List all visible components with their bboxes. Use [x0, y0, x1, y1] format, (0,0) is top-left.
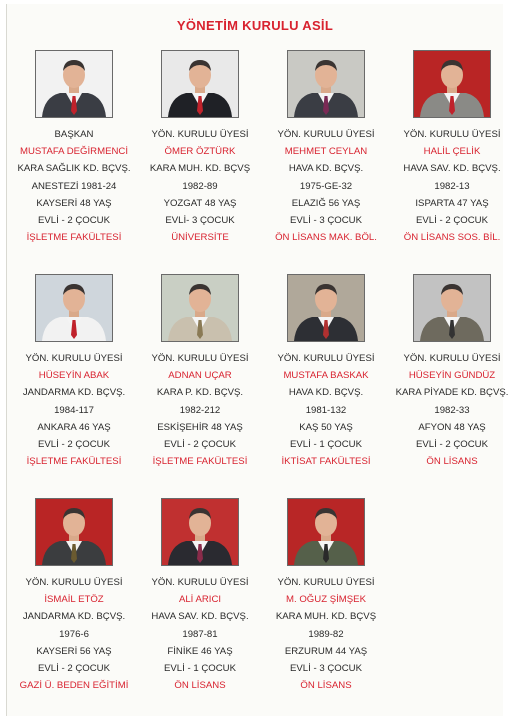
member-name: MUSTAFA BASKAK	[283, 370, 369, 382]
member-role: YÖN. KURULU ÜYESİ	[277, 353, 375, 364]
member-branch: KARA SAĞLIK KD. BÇVŞ.	[17, 163, 131, 175]
member-name: MEHMET CEYLAN	[284, 146, 368, 158]
member-card	[11, 50, 137, 246]
member-photo	[35, 498, 113, 566]
member-branch: JANDARMA KD. BÇVŞ.	[22, 387, 126, 399]
member-education: GAZİ Ü. BEDEN EĞİTİMİ	[19, 680, 129, 692]
member-education: ÖN LİSANS SOS. BİL.	[403, 232, 501, 244]
member-card	[263, 274, 389, 470]
member-education: İKTİSAT FAKÜLTESİ	[281, 456, 371, 468]
member-family: EVLİ - 2 ÇOCUK	[416, 215, 488, 227]
member-hometown-age: AFYON 48 YAŞ	[418, 421, 486, 433]
member-education: ÖN LİSANS	[174, 680, 226, 692]
member-photo	[413, 50, 491, 118]
member-branch: HAVA SAV. KD. BÇVŞ.	[403, 163, 501, 175]
member-term: 1987-81	[182, 628, 218, 640]
member-branch: HAVA KD. BÇVŞ.	[288, 387, 364, 399]
member-role: YÖN. KURULU ÜYESİ	[403, 353, 501, 364]
member-hometown-age: YOZGAT 48 YAŞ	[163, 197, 237, 209]
member-family: EVLİ - 2 ÇOCUK	[38, 439, 110, 451]
member-term: 1981-132	[305, 404, 347, 416]
member-term: 1975-GE-32	[299, 180, 353, 192]
member-name: ÖMER ÖZTÜRK	[164, 146, 236, 158]
member-branch: HAVA KD. BÇVŞ.	[288, 163, 364, 175]
member-family: EVLİ - 1 ÇOCUK	[290, 439, 362, 451]
member-name: HÜSEYİN ABAK	[38, 370, 110, 382]
member-card	[263, 498, 389, 694]
member-family: EVLİ - 2 ÇOCUK	[416, 439, 488, 451]
member-card	[137, 274, 263, 470]
page-title: YÖNETİM KURULU ASİL	[176, 18, 334, 33]
member-education: İŞLETME FAKÜLTESİ	[26, 456, 122, 468]
member-hometown-age: KAYSERİ 48 YAŞ	[36, 197, 112, 209]
member-name: HÜSEYİN GÜNDÜZ	[408, 370, 496, 382]
member-name: İSMAİL ETÖZ	[44, 594, 104, 606]
member-name: ADNAN UÇAR	[168, 370, 232, 382]
member-hometown-age: KAŞ 50 YAŞ	[299, 421, 353, 433]
member-term: 1982-13	[434, 180, 470, 192]
member-education: ÜNİVERSİTE	[171, 232, 229, 244]
member-role: YÖN. KURULU ÜYESİ	[151, 129, 249, 140]
member-role: YÖN. KURULU ÜYESİ	[151, 577, 249, 588]
member-branch: JANDARMA KD. BÇVŞ.	[22, 611, 126, 623]
member-role: YÖN. KURULU ÜYESİ	[151, 353, 249, 364]
member-card	[389, 274, 508, 470]
member-term: 1982-89	[182, 180, 218, 192]
member-card	[11, 498, 137, 694]
member-role: BAŞKAN	[54, 129, 94, 140]
member-name: M. OĞUZ ŞİMŞEK	[286, 594, 366, 606]
member-photo	[287, 498, 365, 566]
member-education: İŞLETME FAKÜLTESİ	[152, 456, 248, 468]
member-hometown-age: ELAZIĞ 56 YAŞ	[291, 197, 361, 209]
member-branch: KARA PİYADE KD. BÇVŞ.	[395, 387, 508, 399]
member-role: YÖN. KURULU ÜYESİ	[277, 577, 375, 588]
member-photo	[35, 274, 113, 342]
member-name: MUSTAFA DEĞİRMENCİ	[19, 146, 129, 158]
member-term: 1989-82	[308, 628, 344, 640]
member-family: EVLİ - 2 ÇOCUK	[38, 663, 110, 675]
member-photo	[161, 274, 239, 342]
member-name: HALİL ÇELİK	[423, 146, 481, 158]
member-term: 1982-33	[434, 404, 470, 416]
member-term: 1976-6	[59, 628, 89, 640]
member-education: İŞLETME FAKÜLTESİ	[26, 232, 122, 244]
member-term: ANESTEZİ 1981-24	[31, 180, 117, 192]
member-photo	[161, 50, 239, 118]
member-family: EVLİ - 2 ÇOCUK	[38, 215, 110, 227]
member-card	[137, 50, 263, 246]
member-education: ÖN LİSANS MAK. BÖL.	[275, 232, 377, 244]
document-page	[6, 4, 508, 716]
member-hometown-age: FİNİKE 46 YAŞ	[167, 645, 233, 657]
member-family: EVLİ- 3 ÇOCUK	[165, 215, 235, 227]
member-education: ÖN LİSANS	[426, 456, 478, 468]
member-hometown-age: ISPARTA 47 YAŞ	[415, 197, 489, 209]
member-hometown-age: ESKİŞEHİR 48 YAŞ	[157, 421, 243, 433]
member-hometown-age: ANKARA 46 YAŞ	[37, 421, 111, 433]
member-card	[389, 50, 508, 246]
member-family: EVLİ - 3 ÇOCUK	[290, 663, 362, 675]
member-card	[263, 50, 389, 246]
member-role: YÖN. KURULU ÜYESİ	[25, 353, 123, 364]
member-education: ÖN LİSANS	[300, 680, 352, 692]
member-branch: KARA MUH. KD. BÇVŞ	[275, 611, 377, 623]
member-term: 1982-212	[179, 404, 221, 416]
member-role: YÖN. KURULU ÜYESİ	[403, 129, 501, 140]
member-role: YÖN. KURULU ÜYESİ	[277, 129, 375, 140]
member-term: 1984-117	[54, 404, 94, 416]
member-card	[11, 274, 137, 470]
member-card	[137, 498, 263, 694]
member-name: ALİ ARICI	[178, 594, 222, 606]
member-photo	[287, 50, 365, 118]
member-branch: KARA MUH. KD. BÇVŞ	[149, 163, 251, 175]
member-hometown-age: ERZURUM 44 YAŞ	[284, 645, 368, 657]
member-photo	[35, 50, 113, 118]
member-photo	[161, 498, 239, 566]
member-hometown-age: KAYSERİ 56 YAŞ	[36, 645, 112, 657]
member-branch: KARA P. KD. BÇVŞ.	[156, 387, 244, 399]
member-photo	[287, 274, 365, 342]
member-family: EVLİ - 1 ÇOCUK	[164, 663, 236, 675]
member-family: EVLİ - 3 ÇOCUK	[290, 215, 362, 227]
member-family: EVLİ - 2 ÇOCUK	[164, 439, 236, 451]
member-photo	[413, 274, 491, 342]
member-branch: HAVA SAV. KD. BÇVŞ.	[151, 611, 249, 623]
member-role: YÖN. KURULU ÜYESİ	[25, 577, 123, 588]
